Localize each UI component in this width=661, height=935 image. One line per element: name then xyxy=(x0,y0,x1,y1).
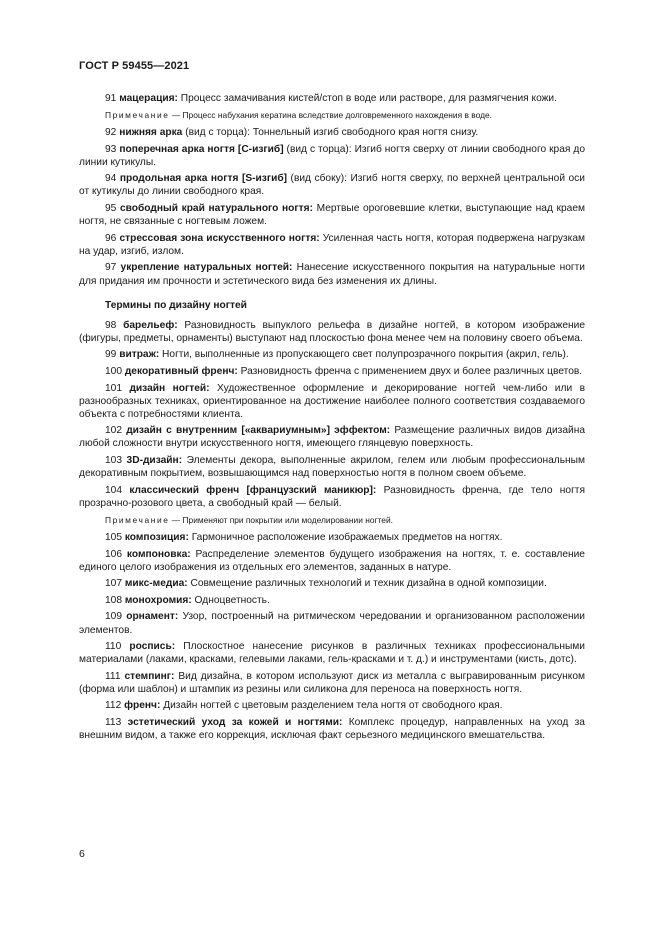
term-name: укрепление натуральных ногтей: xyxy=(120,262,293,274)
term-definition: Совмещение различных технологий и техник дизайна в одной композиции. xyxy=(187,578,547,590)
note xyxy=(79,109,585,121)
term-definition: Художественное оформление и декорирование ногтей чем-либо или в разнообразных техниках, ориентированное на достижение наиболее полного соответствия создаваемого объекта с потребностями клиента. xyxy=(79,382,585,420)
term-number: 103 xyxy=(105,455,122,467)
term-name: дизайн с внутренним [«аквариумным»] эффектом: xyxy=(126,425,391,437)
term-name: орнамент: xyxy=(126,611,179,623)
term-entry xyxy=(79,172,585,198)
standard-header: ГОСТ Р 59455—2021 xyxy=(79,60,190,72)
page-number: 6 xyxy=(79,848,85,860)
note xyxy=(79,514,585,526)
term-definition: Гармоничное расположение изображаемых предметов на ногтях. xyxy=(188,531,503,543)
term-number: 92 xyxy=(105,127,117,139)
term-number: 107 xyxy=(105,578,122,590)
term-definition: Разновидность выпуклого рельефа в дизайне ногтей, в котором изображение (фигуры, предметы, орнаменты) выступают над плоскостью фона менее чем на половину своего объема. xyxy=(79,319,585,344)
term-number: 100 xyxy=(105,366,122,377)
term-number: 111 xyxy=(105,670,121,682)
term-name: барельеф: xyxy=(123,319,178,331)
term-definition: Мертвые ороговевшие клетки, выступающие над краем ногтя, не связанные с ногтевым ложем. xyxy=(79,203,586,228)
term-definition: (вид с торца): Тоннельный изгиб свободного края ногтя снизу. xyxy=(182,127,479,139)
term-definition: (вид с торца): Изгиб ногтя сверху от линии свободного края до линии кутикулы. xyxy=(79,143,585,168)
term-entry xyxy=(79,424,585,450)
term-definition: Процесс замачивания кистей/стоп в воде или растворе, для размягчения кожи. xyxy=(177,93,557,104)
term-definition: Размещение различных видов дизайна любой сложности внутри искусственного ногтя, имеющего глянцевую поверхность. xyxy=(79,425,585,450)
term-entry xyxy=(79,699,585,712)
note-text: — Применяют при покрытии или моделировании ногтей. xyxy=(169,514,393,525)
term-entry xyxy=(79,92,585,105)
term-number: 97 xyxy=(105,262,117,274)
term-definition: Комплекс процедур, направленных на уход за внешним видом, а также его коррекция, исключая факт серьезного медицинского вмешательства. xyxy=(79,717,585,742)
term-entry xyxy=(79,143,585,169)
note-label: Примечание xyxy=(105,514,170,525)
term-number: 93 xyxy=(105,143,117,155)
term-entry xyxy=(79,484,585,510)
term-entry xyxy=(79,577,585,590)
term-definition: Узор, построенный на ритмическом чередовании и организованном расположении элементов. xyxy=(79,611,585,636)
term-name: классический френч [французский маникюр]: xyxy=(129,484,377,496)
term-number: 101 xyxy=(105,382,122,394)
term-entry xyxy=(79,382,585,421)
term-name: компоновка: xyxy=(126,548,191,560)
term-name: монохромия: xyxy=(124,594,192,606)
term-name: свободный край натурального ногтя: xyxy=(119,203,313,215)
term-definition: Элементы декора, выполненные акрилом, гелем или любым профессиональным декоративным покрытием, возвышающимся над поверхностью ногтя в полном своем объеме. xyxy=(79,455,585,480)
term-entry xyxy=(79,232,585,258)
term-entry xyxy=(79,454,585,480)
term-definition: Вид дизайна, в котором используют диск из металла с выгравированным рисунком (форма или шаблон) и штампик из резины или силикона для переноса на поверхность ногтя. xyxy=(79,670,585,695)
term-number: 91 xyxy=(105,93,117,104)
term-number: 113 xyxy=(105,717,122,729)
term-name: эстетический уход за кожей и ногтями: xyxy=(127,717,343,729)
term-number: 95 xyxy=(105,203,117,215)
term-number: 96 xyxy=(105,232,117,244)
term-name: поперечная арка ногтя [С-изгиб] xyxy=(119,143,284,155)
term-definition: Ногти, выполненные из пропускающего свет полупрозрачного покрытия (акрил, гель). xyxy=(159,349,569,361)
term-name: продольная арка ногтя [S-изгиб] xyxy=(119,173,288,185)
term-number: 110 xyxy=(105,641,122,653)
term-name: витраж: xyxy=(119,349,160,361)
term-entry xyxy=(79,594,585,607)
document-body xyxy=(79,92,585,746)
term-name: 3D-дизайн: xyxy=(126,455,183,467)
term-number: 109 xyxy=(105,611,122,623)
term-definition: Распределение элементов будущего изображения на ногтях, т. е. составление единого целого изображения из отдельных его элементов, заданных в натуре. xyxy=(79,548,585,573)
term-name: композиция: xyxy=(124,531,189,543)
term-entry xyxy=(79,261,585,287)
term-definition: Разновидность френча, где тело ногтя прозрачно-розового цвета, а свободный край — белый. xyxy=(79,484,585,509)
term-number: 108 xyxy=(105,594,122,606)
note-text: — Процесс набухания кератина вследствие долговременного нахождения в воде. xyxy=(169,110,492,121)
term-number: 99 xyxy=(105,349,117,361)
term-entry xyxy=(79,531,585,544)
term-name: нижняя арка xyxy=(119,127,183,139)
term-name: дизайн ногтей: xyxy=(129,382,210,394)
term-name: роспись: xyxy=(129,641,176,653)
term-entry xyxy=(79,348,585,361)
term-entry xyxy=(79,202,585,228)
note-label: Примечание xyxy=(105,110,170,121)
term-entry xyxy=(79,716,585,742)
term-definition: Разновидность френча с применением двух и более различных цветов. xyxy=(237,366,583,377)
term-entry xyxy=(79,610,585,636)
section-title: Термины по дизайну ногтей xyxy=(105,299,247,311)
term-entry xyxy=(79,365,585,378)
term-number: 112 xyxy=(105,700,122,712)
term-number: 105 xyxy=(105,531,122,543)
term-number: 102 xyxy=(105,425,122,437)
terms-list-design xyxy=(79,319,585,743)
term-number: 106 xyxy=(105,548,122,560)
term-name: микс-медиа: xyxy=(124,578,188,590)
term-definition: Усиленная часть ногтя, которая подвержена нагрузкам на удар, изгиб, излом. xyxy=(79,232,585,257)
term-number: 94 xyxy=(105,173,117,185)
term-definition: Нанесение искусственного покрытия на натуральные ногти для придания им прочности и эстетического вида без изменения их длины. xyxy=(79,262,585,287)
term-name: мацерация: xyxy=(119,93,178,104)
term-definition: Плоскостное нанесение рисунков в различных техниках профессиональными материалами (лаками, красками, гелевыми лаками, гель-красками и т. д.) и инструментами (кисть, дотс). xyxy=(79,641,585,666)
term-name: декоративный френч: xyxy=(124,366,238,377)
term-entry xyxy=(79,548,585,574)
term-definition: Одноцветность. xyxy=(191,594,270,606)
term-number: 98 xyxy=(105,319,117,331)
term-entry xyxy=(79,319,585,345)
term-entry xyxy=(79,126,585,139)
term-entry xyxy=(79,640,585,666)
term-number: 104 xyxy=(105,484,122,496)
term-name: стрессовая зона искусственного ногтя: xyxy=(119,232,320,244)
term-definition: (вид сбоку): Изгиб ногтя сверху, по верхней центральной оси от кутикулы до линии свободного края. xyxy=(79,173,585,198)
terms-list-general xyxy=(79,92,585,288)
term-name: френч: xyxy=(124,700,161,712)
term-definition: Дизайн ногтей с цветовым разделением тела ногтя от свободного края. xyxy=(160,700,503,712)
term-name: стемпинг: xyxy=(124,670,175,682)
term-entry xyxy=(79,670,585,696)
